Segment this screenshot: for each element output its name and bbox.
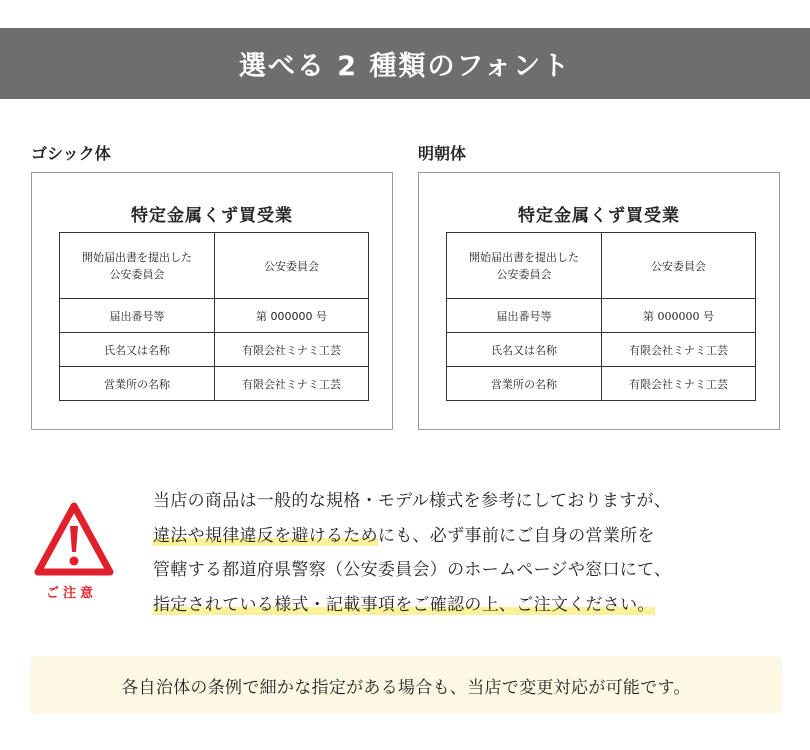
notice-highlight: 指定されている様式・記載事項をご確認の上、ご注文ください。	[153, 594, 655, 615]
sign-title: 特定金属くず買受業	[518, 206, 680, 226]
table-cell-label: 届出番号等	[447, 299, 602, 333]
table-cell-label	[60, 233, 215, 299]
table-row	[60, 299, 369, 333]
table-cell-value: 公安委員会	[602, 233, 756, 299]
table-cell-label: 営業所の名称	[447, 367, 602, 401]
table-row	[60, 233, 369, 299]
sign-table	[59, 232, 369, 401]
table-cell-value: 第 000000 号	[602, 299, 756, 333]
table-cell-value: 有限会社ミナミ工芸	[602, 367, 756, 401]
footer-note	[30, 656, 782, 714]
gothic-sample-card	[31, 172, 393, 430]
table-cell-value: 有限会社ミナミ工芸	[602, 333, 756, 367]
mincho-font-label: 明朝体	[418, 144, 467, 163]
table-row	[60, 333, 369, 367]
notice-line	[153, 519, 793, 554]
table-cell-value: 有限会社ミナミ工芸	[215, 333, 369, 367]
table-cell-label: 営業所の名称	[60, 367, 215, 401]
table-row	[447, 367, 756, 401]
table-row	[447, 233, 756, 299]
cell-label-line: 公安委員会	[109, 267, 165, 281]
header-banner	[0, 28, 810, 99]
sign-table	[446, 232, 756, 401]
table-row	[60, 367, 369, 401]
table-cell-label: 氏名又は名称	[447, 333, 602, 367]
table-cell-label: 届出番号等	[60, 299, 215, 333]
notice-highlight: 違法や規律違反を避けるため	[153, 525, 378, 546]
caution-label: ご注意	[46, 586, 98, 601]
cell-label-line: 開始届出書を提出した	[469, 250, 579, 264]
table-cell-label	[447, 233, 602, 299]
cell-label-line: 公安委員会	[496, 267, 552, 281]
table-cell-value: 公安委員会	[215, 233, 369, 299]
table-cell-value: 有限会社ミナミ工芸	[215, 367, 369, 401]
table-row	[447, 299, 756, 333]
gothic-font-label: ゴシック体	[31, 144, 111, 163]
caution-notice	[153, 484, 793, 622]
mincho-sample-card	[418, 172, 780, 430]
banner-title: 選べる 2 種類のフォント	[238, 51, 572, 82]
sign-title: 特定金属くず買受業	[131, 206, 293, 226]
table-row	[447, 333, 756, 367]
warning-triangle-icon	[34, 500, 114, 580]
footer-text: 各自治体の条例で細かな指定がある場合も、当店で変更対応が可能です。	[121, 677, 691, 698]
notice-line: 当店の商品は一般的な規格・モデル様式を参考にしておりますが、	[153, 491, 672, 511]
notice-line: 管轄する都道府県警察（公安委員会）のホームページや窓口にて、	[153, 560, 672, 580]
table-cell-label: 氏名又は名称	[60, 333, 215, 367]
cell-label-line: 開始届出書を提出した	[82, 250, 192, 264]
table-cell-value: 第 000000 号	[215, 299, 369, 333]
notice-line	[153, 588, 793, 623]
notice-text-span: にも、必ず事前にご自身の営業所を	[377, 525, 655, 546]
